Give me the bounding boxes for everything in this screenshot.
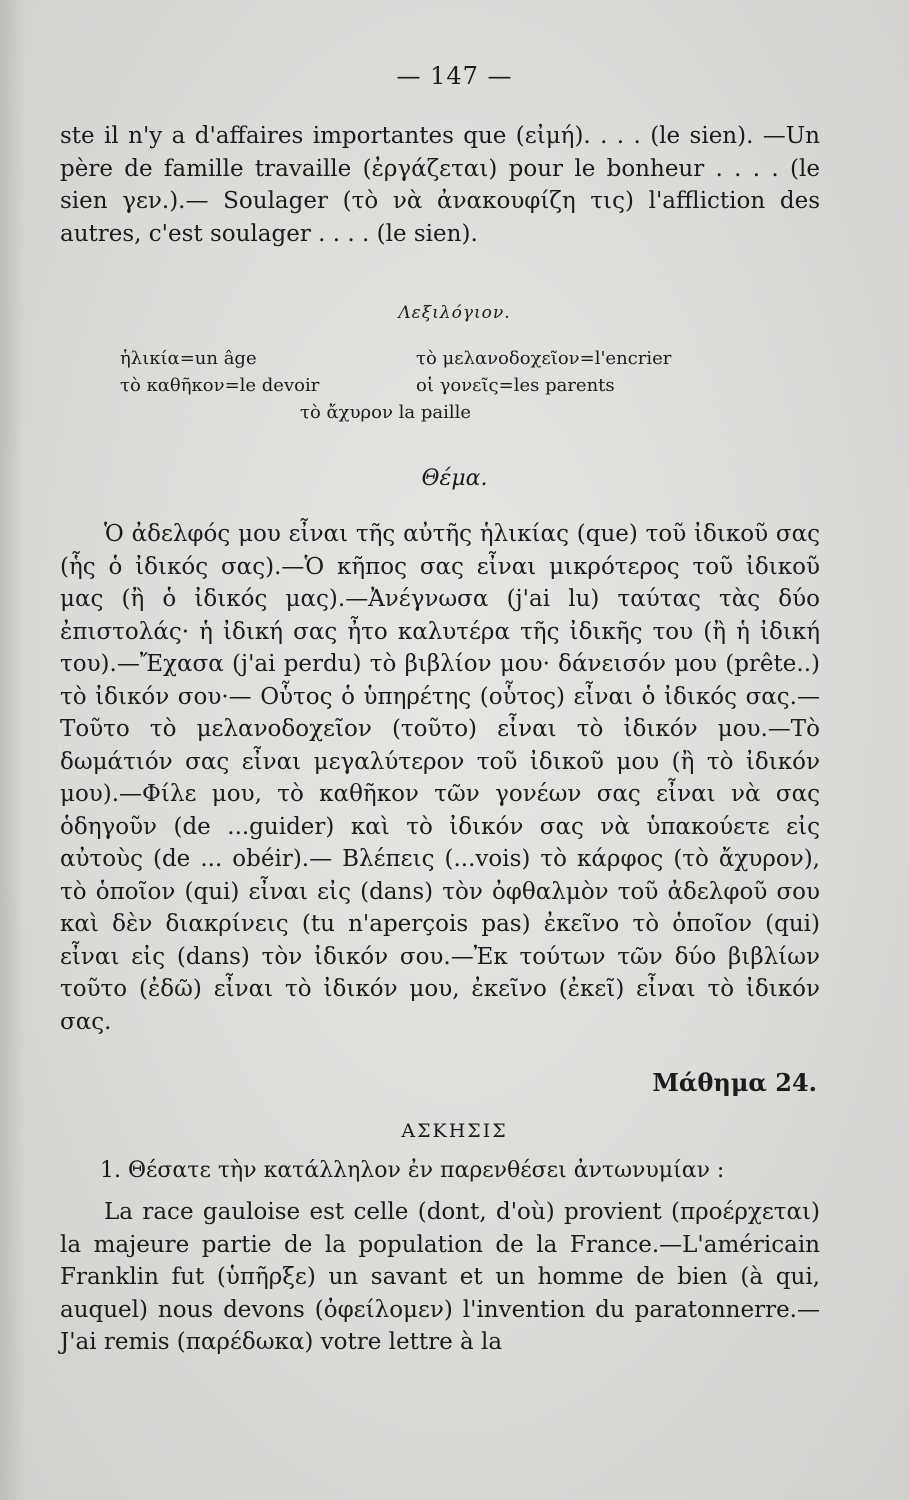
page-number: — 147 — (396, 62, 513, 90)
intro-paragraph: ste il n'y a d'affaires importantes que (εἰμή). . . . (le sien). —Un père de famille travaille (ἐργάζεται) pour le bonheur . . . . (le sien γεν.).— Soulager (τὸ νὰ ἀνακουφίζη τις) l'affliction des autres, c'est soulager . . . . (le sien). (60, 123, 820, 247)
exercise-block (60, 1196, 820, 1359)
theme-block (60, 518, 820, 1038)
exercise-instruction: 1. Θέσατε τὴν κατάλληλον ἐν παρενθέσει ἀντωνυμίαν : (100, 1158, 725, 1183)
theme-title: Θέμα. (421, 466, 488, 491)
lesson-title: Μάθημα 24. (652, 1068, 817, 1097)
exercise-paragraph: La race gauloise est celle (dont, d'où) provient (προέρχεται) la majeure partie de la population de la France.—L'américain Franklin fut (ὑπῆρξε) un savant et un homme de bien (à qui, auquel) nous devons (ὀφείλομεν) l'invention du paratonnerre.— J'ai remis (παρέδωκα) votre lettre à la (60, 1199, 820, 1355)
vocabulary-item: τὸ καθῆκον=le devoir (120, 375, 320, 396)
theme-paragraph: Ὁ ἀδελφός μου εἶναι τῆς αὐτῆς ἡλικίας (que) τοῦ ἰδικοῦ σας (ἧς ὁ ἰδικός σας).—Ὁ κῆπος σας εἶναι μικρότερος τοῦ ἰδικοῦ μας (ἢ ὁ ἰδικός μας).—Ἀνέγνωσα (j'ai lu) ταύτας τὰς δύο ἐπιστολάς· ἡ ἰδική σας ἦτο καλυτέρα τῆς ἰδικῆς του (ἢ ἡ ἰδική του).—Ἔχασα (j'ai perdu) τὸ βιβλίον μου· δάνεισόν μου (prête..) τὸ ἰδικόν σου·— Οὗτος ὁ ὑπηρέτης (οὗτος) εἶναι ὁ ἰδικός σας.—Τοῦτο τὸ μελανοδοχεῖον (τοῦτο) εἶναι τὸ ἰδικόν μου.—Τὸ δωμάτιόν σας εἶναι μεγαλύτερον τοῦ ἰδικοῦ μου (ἢ τὸ ἰδικόν μου).—Φίλε μου, τὸ καθῆκον τῶν γονέων σας εἶναι νὰ σας ὁδηγοῦν (de ...guider) καὶ τὸ ἰδικόν σας νὰ ὑπακούετε εἰς αὐτοὺς (de ... obéir).— Βλέπεις (...vois) τὸ κάρφος (τὸ ἄχυρον), τὸ ὁποῖον (qui) εἶναι εἰς (dans) τὸν ὀφθαλμὸν τοῦ ἀδελφοῦ σου καὶ δὲν διακρίνεις (tu n'aperçois pas) ἐκεῖνο τὸ ὁποῖον (qui) εἶναι εἰς (dans) τὸν ἰδικόν σου.—Ἐκ τούτων τῶν δύο βιβλίων τοῦτο (ἐδῶ) εἶναι τὸ ἰδικόν μου, ἐκεῖνο (ἐκεῖ) εἶναι τὸ ἰδικόν σας. (60, 521, 820, 1035)
vocabulary-item: οἱ γονεῖς=les parents (416, 375, 615, 396)
vocabulary-item: τὸ μελανοδοχεῖον=l'encrier (416, 348, 672, 369)
intro-paragraph-block (60, 120, 820, 250)
exercise-title: ΑΣΚΗΣΙΣ (401, 1120, 508, 1142)
vocabulary-title: Λεξιλόγιον. (398, 303, 511, 323)
binding-shadow (0, 0, 26, 1500)
vocabulary-item: τὸ ἄχυρον la paille (300, 402, 471, 423)
vocabulary-item: ἡλικία=un âge (120, 348, 257, 369)
